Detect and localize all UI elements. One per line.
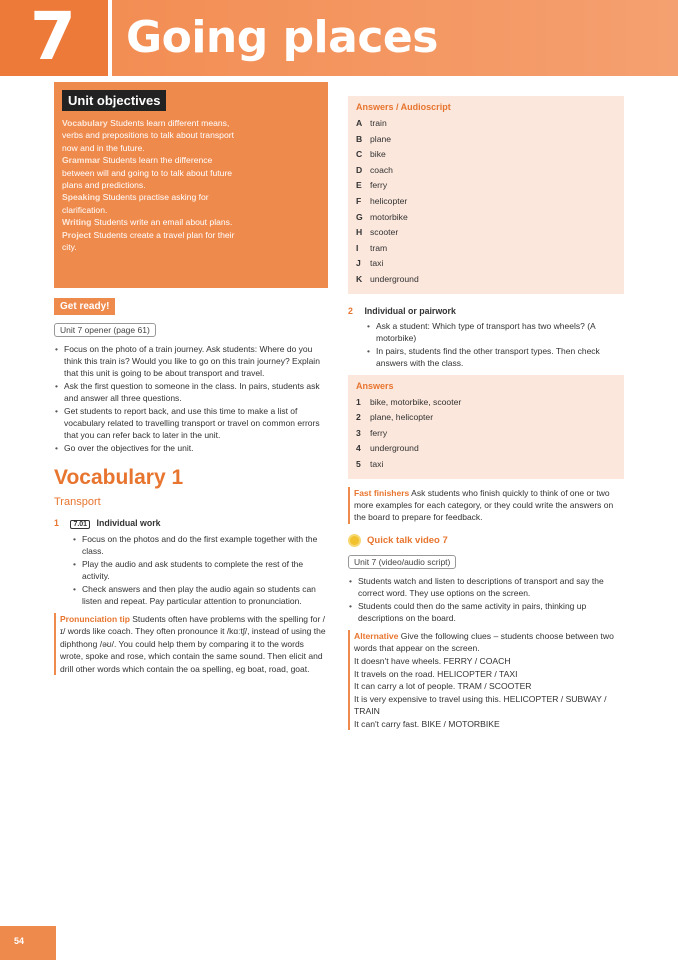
alternative-line: It is very expensive to travel using this. HELICOPTER / SUBWAY / TRAIN — [354, 693, 607, 717]
answer2-row-value: underground — [370, 443, 419, 454]
answer-row — [356, 147, 616, 163]
alternative-line: It travels on the road. HELICOPTER / TAXI — [354, 668, 518, 679]
pronunciation-tip — [54, 613, 328, 675]
answer-row-value: tram — [370, 242, 388, 253]
pronunciation-tip-text: Students often have problems with the spelling for /ɪ/ words like coach. They often pronounce it /kɑːtʃ/, instead of using the diphthong /əʊ/. You could help them by comparing it to the words wrote, spoke and rose, which contain the same sound. Then elicit and drill other words which contain the oa spelling, eg boat, road, goat. — [60, 614, 326, 674]
answer-row-key: C — [356, 149, 363, 160]
activity-2-number: 2 — [348, 305, 353, 316]
answer2-row-value: ferry — [370, 427, 388, 438]
objective-line — [62, 129, 320, 141]
objective-key: Writing — [62, 217, 92, 228]
answer2-row-key: 4 — [356, 443, 361, 454]
get-ready-pill: Unit 7 opener (page 61) — [54, 323, 156, 337]
fast-finishers-heading: Fast finishers — [354, 487, 410, 498]
answer-row — [356, 116, 616, 132]
answer2-row — [356, 426, 616, 442]
answer2-row — [356, 410, 616, 426]
answer-row-key: F — [356, 195, 362, 206]
answer-row-value: train — [370, 118, 387, 128]
answer-row-value: motorbike — [370, 211, 408, 222]
objective-key: Vocabulary — [62, 118, 108, 128]
answer-row — [356, 210, 616, 226]
objective-line — [62, 154, 320, 166]
objective-text: plans and predictions. — [62, 180, 146, 191]
video-icon — [348, 534, 361, 547]
activity-1-bullet: • Play the audio and ask students to complete the rest of the activity. — [82, 558, 328, 582]
objective-line — [62, 216, 320, 228]
alternative-text: Give the following clues – students choose between two words that appear on the screen. — [354, 630, 614, 654]
objective-line — [62, 191, 320, 203]
unit-title: Going places — [126, 12, 438, 63]
video-heading — [348, 534, 624, 547]
page-number: 54 — [0, 926, 56, 960]
vocabulary-subtitle: Transport — [54, 496, 101, 508]
get-ready-bullet: • Ask the first question to someone in the class. In pairs, students ask and answer all three questions. — [64, 380, 328, 404]
answer-row-value: coach — [370, 164, 393, 175]
objective-text: Students learn different means, — [107, 118, 230, 128]
alternative-lines — [354, 655, 624, 731]
alternative-line: It can't carry fast. BIKE / MOTORBIKE — [354, 718, 500, 729]
activity-2-bullets — [366, 320, 624, 369]
answer-row-value: underground — [370, 273, 419, 284]
answer-row — [356, 132, 616, 148]
get-ready-bullet: • Focus on the photo of a train journey. Ask students: Where do you think this train is? Would you like to go on this train journey? Explain that this unit is going to be about transport and travel. — [64, 343, 328, 379]
answer2-row-key: 5 — [356, 458, 361, 469]
answer-row-key: D — [356, 164, 363, 175]
objective-key: Speaking — [62, 192, 101, 203]
activity-2-bullet: • In pairs, students find the other transport types. Then check answers with the class. — [376, 345, 624, 369]
get-ready-bullets — [54, 343, 328, 454]
answer2-row-value: taxi — [370, 458, 384, 469]
objective-line — [62, 204, 320, 216]
answer2-row-key: 1 — [356, 396, 361, 407]
answers-box — [348, 375, 624, 479]
activity-2-bullet: • Ask a student: Which type of transport has two wheels? (A motorbike) — [376, 320, 624, 344]
answer-row — [356, 256, 616, 272]
objective-line — [62, 167, 320, 179]
pronunciation-tip-heading: Pronunciation tip — [60, 614, 130, 624]
answers-audioscript-box — [348, 96, 624, 294]
answer-row-key: E — [356, 180, 362, 191]
fast-finishers — [348, 487, 624, 524]
answer-row-value: taxi — [370, 258, 384, 269]
objective-text: Students create a travel plan for their — [91, 229, 235, 240]
answer2-row — [356, 395, 616, 411]
objective-key: Project — [62, 229, 92, 240]
unit-number-box — [0, 0, 112, 76]
video-title: Quick talk video 7 — [367, 534, 448, 546]
answer-row-value: plane — [370, 133, 392, 144]
get-ready-bullet: • Get students to report back, and use this time to make a list of vocabulary related to travelling transport or travel on common errors that you can refer back to later in the unit. — [64, 405, 328, 441]
answer-row-key: H — [356, 227, 363, 238]
answer-row-key: G — [356, 211, 363, 222]
video-bullet: • Students watch and listen to descriptions of transport and say the correct word. They use options on the screen. — [358, 575, 624, 599]
objective-text: verbs and prepositions to talk about transport — [62, 130, 234, 141]
answer-row-value: helicopter — [370, 195, 408, 206]
activity-1-label: Individual work — [96, 518, 161, 528]
alternative-line: It doesn't have wheels. FERRY / COACH — [354, 655, 511, 666]
alternative-heading: Alternative — [354, 630, 399, 641]
answer-row — [356, 241, 616, 257]
activity-1-bullet: • Check answers and then play the audio again so students can listen and repeat. Pay particular attention to pronunciation. — [82, 583, 328, 607]
answer-row-key: I — [356, 242, 359, 253]
answer-row-key: J — [356, 258, 361, 269]
objectives-list — [62, 117, 320, 253]
get-ready-label: Get ready! — [54, 298, 115, 315]
objective-line — [62, 229, 320, 241]
objective-text: between will and going to to talk about future — [62, 167, 233, 178]
alternative-line: It can carry a lot of people. TRAM / SCOOTER — [354, 681, 532, 692]
objective-text: Students write an email about plans. — [91, 217, 233, 228]
video-bullets — [348, 575, 624, 624]
answer2-row-value: plane, helicopter — [370, 412, 434, 423]
get-ready-bullet: • Go over the objectives for the unit. — [64, 442, 328, 454]
answers-audioscript-list — [356, 116, 616, 288]
unit-number: 7 — [30, 0, 76, 75]
left-column — [54, 296, 328, 675]
objective-line — [62, 117, 320, 129]
answer2-row — [356, 457, 616, 473]
answer-row-key: B — [356, 133, 363, 144]
objective-text: now and in the future. — [62, 142, 145, 153]
answer-row-value: ferry — [370, 180, 388, 191]
objective-text: Students learn the difference — [100, 155, 213, 166]
activity-1-heading — [54, 518, 328, 529]
answer-row-key: A — [356, 118, 363, 128]
activity-1-number: 1 — [54, 518, 59, 528]
objective-line — [62, 142, 320, 154]
objective-text: clarification. — [62, 204, 108, 215]
video-pill: Unit 7 (video/audio script) — [348, 555, 456, 569]
activity-1-bullet: • Focus on the photos and do the first example together with the class. — [82, 533, 328, 557]
answer-row — [356, 194, 616, 210]
audio-track-icon: 7.01 — [70, 520, 90, 529]
answer2-row-key: 2 — [356, 412, 361, 423]
right-column — [348, 96, 624, 730]
answer-row — [356, 272, 616, 288]
objective-text: city. — [62, 242, 77, 253]
answer-row — [356, 163, 616, 179]
answers-list — [356, 395, 616, 473]
answer2-row-key: 3 — [356, 427, 361, 438]
vocabulary-title: Vocabulary 1 — [54, 466, 184, 489]
activity-1-bullets — [72, 533, 328, 607]
answer2-row-value: bike, motorbike, scooter — [370, 396, 462, 407]
activity-2-heading — [348, 306, 624, 316]
objectives-box — [54, 82, 328, 288]
answer-row-value: scooter — [370, 227, 399, 238]
unit-header — [0, 0, 678, 76]
answer2-row — [356, 441, 616, 457]
objective-line — [62, 179, 320, 191]
objectives-label: Unit objectives — [62, 90, 166, 111]
answer-row-value: bike — [370, 149, 386, 160]
answers-audioscript-heading: Answers / Audioscript — [356, 102, 451, 112]
alternative-box — [348, 630, 624, 731]
answer-row — [356, 225, 616, 241]
answer-row-key: K — [356, 273, 363, 284]
answers-heading: Answers — [356, 380, 394, 391]
answer-row — [356, 178, 616, 194]
objective-key: Grammar — [62, 155, 101, 166]
video-bullet: • Students could then do the same activity in pairs, thinking up descriptions on the board. — [358, 600, 624, 624]
fast-finishers-text: Ask students who finish quickly to think of one or two more examples for each category, or they could write the answers on the board to prepare for feedback. — [354, 487, 614, 523]
activity-2-label: Individual or pairwork — [364, 305, 456, 316]
objective-text: Students practise asking for — [100, 192, 209, 203]
objective-line — [62, 241, 320, 253]
